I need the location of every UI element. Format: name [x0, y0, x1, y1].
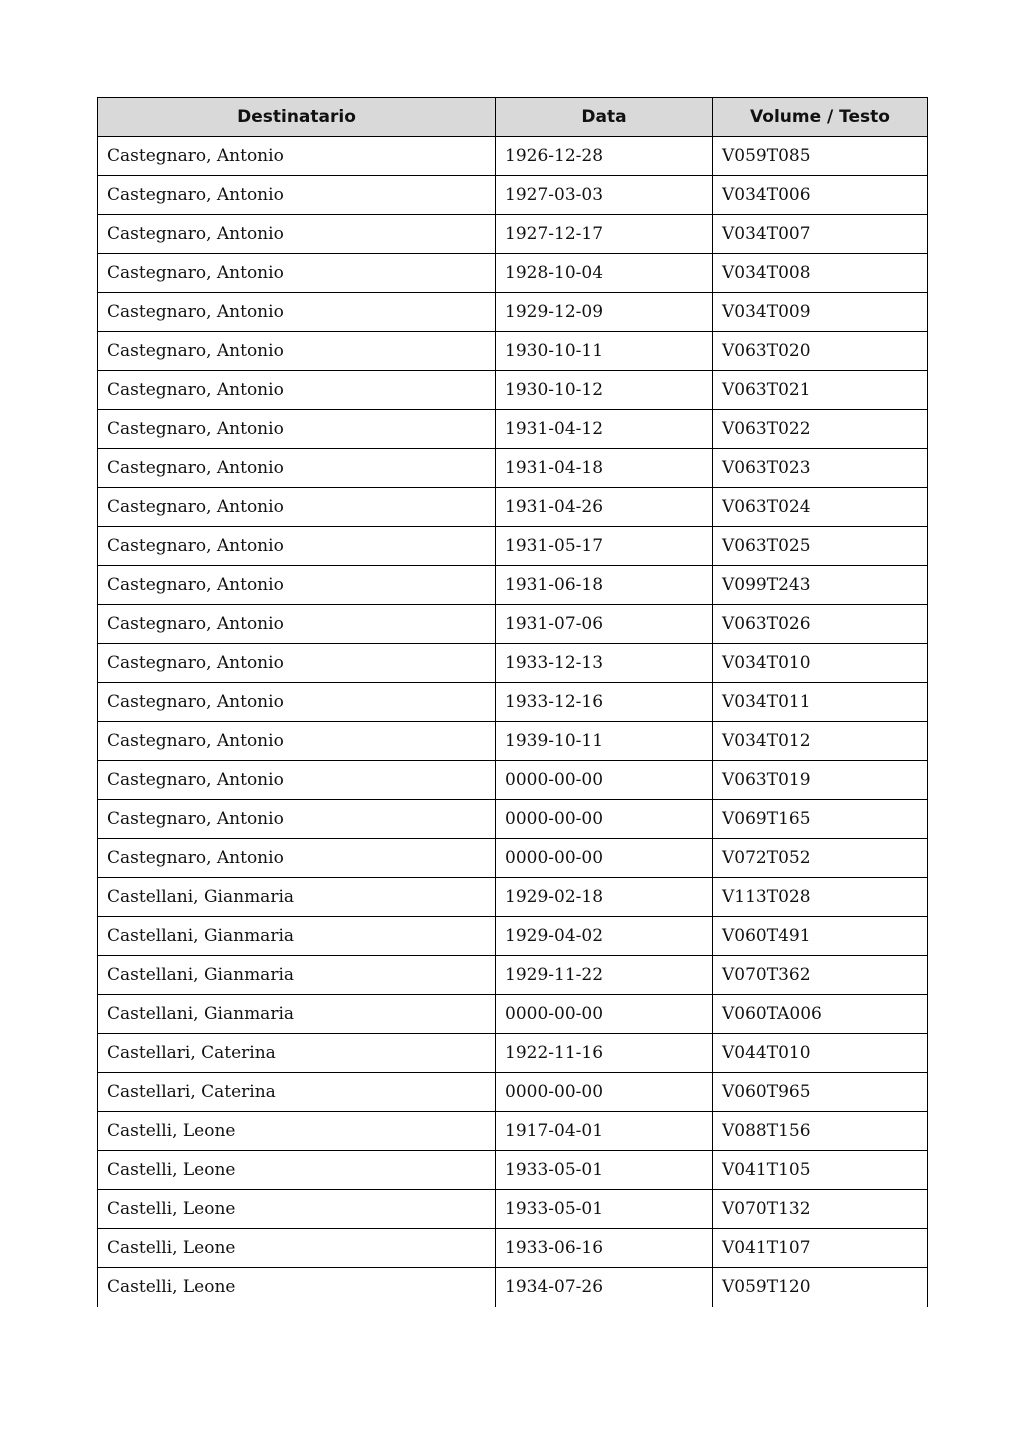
table-row — [98, 254, 928, 293]
table-row — [98, 1034, 928, 1073]
date-cell: 1929-11-22 — [496, 956, 713, 995]
volume-text-cell: V072T052 — [713, 839, 928, 878]
column-header-destinatario: Destinatario — [98, 98, 496, 137]
table-row — [98, 1073, 928, 1112]
recipient-cell: Castelli, Leone — [98, 1112, 496, 1151]
volume-text-cell: V060T491 — [713, 917, 928, 956]
volume-text-cell: V063T024 — [713, 488, 928, 527]
volume-text-cell: V034T007 — [713, 215, 928, 254]
table-row — [98, 761, 928, 800]
volume-text-cell: V063T019 — [713, 761, 928, 800]
volume-text-cell: V063T020 — [713, 332, 928, 371]
recipient-cell: Castelli, Leone — [98, 1190, 496, 1229]
recipient-cell: Castegnaro, Antonio — [98, 761, 496, 800]
date-cell: 1933-12-13 — [496, 644, 713, 683]
volume-text-cell: V070T132 — [713, 1190, 928, 1229]
table-row — [98, 449, 928, 488]
table-row — [98, 995, 928, 1034]
date-cell: 1933-06-16 — [496, 1229, 713, 1268]
volume-text-cell: V099T243 — [713, 566, 928, 605]
volume-text-cell: V059T120 — [713, 1268, 928, 1307]
volume-text-cell: V034T011 — [713, 683, 928, 722]
volume-text-cell: V034T006 — [713, 176, 928, 215]
recipient-cell: Castegnaro, Antonio — [98, 839, 496, 878]
recipient-cell: Castellani, Gianmaria — [98, 917, 496, 956]
date-cell: 1934-07-26 — [496, 1268, 713, 1307]
recipient-cell: Castegnaro, Antonio — [98, 293, 496, 332]
volume-text-cell: V059T085 — [713, 137, 928, 176]
table-row — [98, 1112, 928, 1151]
volume-text-cell: V070T362 — [713, 956, 928, 995]
recipient-cell: Castegnaro, Antonio — [98, 683, 496, 722]
letters-table — [97, 97, 928, 1307]
date-cell: 0000-00-00 — [496, 995, 713, 1034]
date-cell: 1927-03-03 — [496, 176, 713, 215]
recipient-cell: Castegnaro, Antonio — [98, 137, 496, 176]
volume-text-cell: V063T025 — [713, 527, 928, 566]
date-cell: 1922-11-16 — [496, 1034, 713, 1073]
volume-text-cell: V088T156 — [713, 1112, 928, 1151]
table-header — [98, 98, 928, 137]
date-cell: 1927-12-17 — [496, 215, 713, 254]
date-cell: 1929-04-02 — [496, 917, 713, 956]
date-cell: 1933-05-01 — [496, 1190, 713, 1229]
date-cell: 1917-04-01 — [496, 1112, 713, 1151]
table-row — [98, 917, 928, 956]
table-row — [98, 644, 928, 683]
volume-text-cell: V060T965 — [713, 1073, 928, 1112]
recipient-cell: Castegnaro, Antonio — [98, 176, 496, 215]
header-row — [98, 98, 928, 137]
date-cell: 1928-10-04 — [496, 254, 713, 293]
volume-text-cell: V063T022 — [713, 410, 928, 449]
recipient-cell: Castellari, Caterina — [98, 1073, 496, 1112]
recipient-cell: Castellani, Gianmaria — [98, 956, 496, 995]
table-row — [98, 527, 928, 566]
date-cell: 1930-10-12 — [496, 371, 713, 410]
volume-text-cell: V060TA006 — [713, 995, 928, 1034]
volume-text-cell: V034T010 — [713, 644, 928, 683]
date-cell: 1931-06-18 — [496, 566, 713, 605]
volume-text-cell: V063T021 — [713, 371, 928, 410]
recipient-cell: Castegnaro, Antonio — [98, 254, 496, 293]
volume-text-cell: V041T105 — [713, 1151, 928, 1190]
table-row — [98, 137, 928, 176]
recipient-cell: Castegnaro, Antonio — [98, 527, 496, 566]
table-row — [98, 215, 928, 254]
volume-text-cell: V034T008 — [713, 254, 928, 293]
date-cell: 1933-05-01 — [496, 1151, 713, 1190]
table-row — [98, 605, 928, 644]
table-row — [98, 293, 928, 332]
volume-text-cell: V069T165 — [713, 800, 928, 839]
table-row — [98, 1229, 928, 1268]
table-row — [98, 722, 928, 761]
date-cell: 1933-12-16 — [496, 683, 713, 722]
volume-text-cell: V063T026 — [713, 605, 928, 644]
recipient-cell: Castellani, Gianmaria — [98, 878, 496, 917]
table-row — [98, 1190, 928, 1229]
table-body — [98, 137, 928, 1307]
recipient-cell: Castegnaro, Antonio — [98, 332, 496, 371]
volume-text-cell: V034T009 — [713, 293, 928, 332]
recipient-cell: Castegnaro, Antonio — [98, 566, 496, 605]
date-cell: 1931-04-12 — [496, 410, 713, 449]
date-cell: 0000-00-00 — [496, 1073, 713, 1112]
date-cell: 1929-12-09 — [496, 293, 713, 332]
date-cell: 1930-10-11 — [496, 332, 713, 371]
volume-text-cell: V041T107 — [713, 1229, 928, 1268]
recipient-cell: Castegnaro, Antonio — [98, 410, 496, 449]
column-header-volume-testo: Volume / Testo — [713, 98, 928, 137]
volume-text-cell: V044T010 — [713, 1034, 928, 1073]
recipient-cell: Castegnaro, Antonio — [98, 215, 496, 254]
date-cell: 1931-05-17 — [496, 527, 713, 566]
date-cell: 1931-04-18 — [496, 449, 713, 488]
table-row — [98, 488, 928, 527]
recipient-cell: Castegnaro, Antonio — [98, 800, 496, 839]
recipient-cell: Castegnaro, Antonio — [98, 371, 496, 410]
date-cell: 1939-10-11 — [496, 722, 713, 761]
volume-text-cell: V063T023 — [713, 449, 928, 488]
date-cell: 1929-02-18 — [496, 878, 713, 917]
table-row — [98, 839, 928, 878]
table-row — [98, 800, 928, 839]
date-cell: 1931-04-26 — [496, 488, 713, 527]
recipient-cell: Castegnaro, Antonio — [98, 722, 496, 761]
recipient-cell: Castellani, Gianmaria — [98, 995, 496, 1034]
recipient-cell: Castelli, Leone — [98, 1268, 496, 1307]
table-row — [98, 566, 928, 605]
recipient-cell: Castelli, Leone — [98, 1229, 496, 1268]
table-row — [98, 410, 928, 449]
table-row — [98, 332, 928, 371]
recipient-cell: Castegnaro, Antonio — [98, 605, 496, 644]
table-row — [98, 1151, 928, 1190]
recipient-cell: Castegnaro, Antonio — [98, 488, 496, 527]
date-cell: 0000-00-00 — [496, 839, 713, 878]
date-cell: 1926-12-28 — [496, 137, 713, 176]
column-header-data: Data — [496, 98, 713, 137]
recipient-cell: Castelli, Leone — [98, 1151, 496, 1190]
recipient-cell: Castegnaro, Antonio — [98, 644, 496, 683]
table-row — [98, 371, 928, 410]
table-row — [98, 878, 928, 917]
volume-text-cell: V113T028 — [713, 878, 928, 917]
recipient-cell: Castellari, Caterina — [98, 1034, 496, 1073]
date-cell: 0000-00-00 — [496, 800, 713, 839]
recipient-cell: Castegnaro, Antonio — [98, 449, 496, 488]
table-row — [98, 1268, 928, 1307]
date-cell: 1931-07-06 — [496, 605, 713, 644]
table-row — [98, 683, 928, 722]
table-row — [98, 956, 928, 995]
date-cell: 0000-00-00 — [496, 761, 713, 800]
table-row — [98, 176, 928, 215]
volume-text-cell: V034T012 — [713, 722, 928, 761]
